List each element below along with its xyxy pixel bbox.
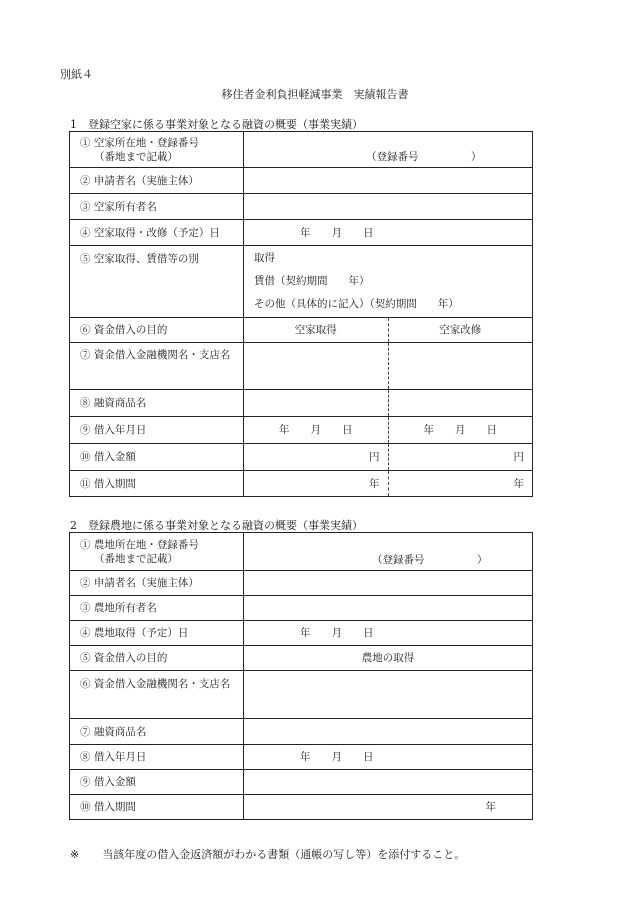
s1-purpose-acquire: 空家取得 (244, 318, 389, 342)
section1-heading: 1 登録空家に係る事業対象となる融資の概要（事業実績） (70, 118, 363, 131)
s1-amount-cell (244, 444, 533, 471)
s1-loan-date-acquire[interactable]: 年 月 日 (244, 417, 389, 443)
s1-owner-input[interactable] (244, 194, 533, 220)
s1-acquire-date-input[interactable] (244, 220, 533, 246)
s2-applicant-label: ② 申請者名（実施主体） (70, 571, 244, 596)
s1-loan-date-cell (244, 417, 533, 444)
s1-applicant-label: ② 申請者名（実施主体） (70, 168, 244, 194)
section2-table (69, 532, 533, 820)
s1-period-acquire[interactable]: 年 (244, 471, 389, 496)
s1-amount-acquire[interactable]: 円 (244, 444, 389, 470)
s1-purpose-renovate: 空家改修 (439, 324, 482, 336)
s1-type-option-acquire[interactable]: 取得 (254, 252, 275, 264)
s2-loan-date-input[interactable] (244, 745, 533, 770)
s1-type-options (244, 246, 533, 318)
s2-period-label: ⑩ 借入期間 (70, 795, 244, 820)
table-row (70, 220, 533, 246)
s1-period-cell (244, 471, 533, 497)
table-row (70, 132, 533, 168)
s2-location-label-cell (70, 533, 244, 571)
s2-amount-label: ⑨ 借入金額 (70, 770, 244, 795)
s1-product-input-renovate[interactable] (389, 390, 533, 416)
s1-amount-label: ⑩ 借入金額 (70, 444, 244, 471)
table-row (70, 671, 533, 719)
s1-period-renovate[interactable]: 年 (513, 477, 524, 490)
s1-product-label: ⑧ 融資商品名 (70, 390, 244, 417)
table-row (70, 194, 533, 220)
s2-product-input[interactable] (244, 719, 533, 745)
s1-acquire-date-value: 年 月 日 (300, 226, 374, 239)
s2-purpose-label: ⑤ 資金借入の目的 (70, 646, 244, 671)
s1-amount-renovate[interactable]: 円 (513, 451, 524, 463)
table-row (70, 417, 533, 444)
footnote (70, 846, 465, 862)
s1-period-label: ⑪ 借入期間 (70, 471, 244, 497)
table-row (70, 318, 533, 343)
s2-acquire-date-input[interactable] (244, 621, 533, 646)
table-row (70, 444, 533, 471)
s1-location-sublabel: （番地まで記載） (94, 150, 178, 163)
table-row (70, 571, 533, 596)
s1-product-input-acquire[interactable] (244, 390, 389, 416)
document-title: 移住者金利負担軽減事業 実績報告書 (221, 88, 409, 101)
table-row (70, 795, 533, 820)
s2-owner-input[interactable] (244, 596, 533, 621)
s2-location-label: ① 農地所在地・登録番号 (80, 538, 199, 551)
s1-location-label-cell (70, 132, 244, 168)
s1-location-label: ① 空家所在地・登録番号 (80, 136, 199, 149)
s1-bank-cell (244, 343, 533, 390)
s2-product-label: ⑦ 融資商品名 (70, 719, 244, 745)
table-row (70, 719, 533, 745)
s1-type-label: ⑤ 空家取得、賃借等の別 (70, 246, 244, 318)
s2-location-sublabel: （番地まで記載） (94, 552, 178, 565)
s1-loan-date-renovate[interactable]: 年 月 日 (423, 424, 497, 436)
table-row (70, 596, 533, 621)
s1-product-cell (244, 390, 533, 417)
s2-amount-input[interactable] (244, 770, 533, 795)
table-row (70, 390, 533, 417)
s1-bank-input-renovate[interactable] (389, 343, 533, 389)
s2-period-value: 年 (485, 801, 496, 813)
s1-bank-input-acquire[interactable] (244, 343, 389, 389)
s1-purpose-label: ⑥ 資金借入の目的 (70, 318, 244, 343)
s2-owner-label: ③ 農地所有者名 (70, 596, 244, 621)
table-row (70, 770, 533, 795)
attachment-label: 別紙４ (60, 68, 93, 81)
s2-acquire-date-value: 年 月 日 (300, 627, 374, 639)
s2-loan-date-value: 年 月 日 (300, 751, 374, 763)
s2-purpose-value: 農地の取得 (244, 646, 533, 671)
s1-location-input[interactable] (244, 132, 533, 168)
footnote-mark: ※ (70, 848, 80, 861)
s2-acquire-date-label: ④ 農地取得（予定）日 (70, 621, 244, 646)
s2-period-input[interactable] (244, 795, 533, 820)
section2-heading: 2 登録農地に係る事業対象となる融資の概要（事業実績） (70, 519, 363, 532)
s1-bank-label: ⑦ 資金借入金融機関名・支店名 (70, 343, 244, 390)
s1-registration-number: （登録番号 ） (366, 150, 482, 163)
s1-purpose-cell (244, 318, 533, 343)
s2-loan-date-label: ⑧ 借入年月日 (70, 745, 244, 770)
table-row (70, 745, 533, 770)
s1-type-option-other[interactable]: その他（具体的に記入）（契約期間 年） (254, 298, 459, 310)
s2-registration-number: （登録番号 ） (372, 553, 488, 566)
table-row (70, 168, 533, 194)
table-row (70, 646, 533, 671)
s2-bank-input[interactable] (244, 671, 533, 719)
s1-type-option-lease[interactable]: 賃借（契約期間 年） (254, 275, 370, 287)
s1-applicant-input[interactable] (244, 168, 533, 194)
table-row (70, 533, 533, 571)
footnote-text: 当該年度の借入金返済額がわかる書類（通帳の写し等）を添付すること。 (102, 848, 466, 861)
table-row (70, 471, 533, 497)
s2-location-input[interactable] (244, 533, 533, 571)
s1-loan-date-label: ⑨ 借入年月日 (70, 417, 244, 444)
table-row (70, 343, 533, 390)
s1-owner-label: ③ 空家所有者名 (70, 194, 244, 220)
s2-applicant-input[interactable] (244, 571, 533, 596)
table-row (70, 621, 533, 646)
s2-bank-label: ⑥ 資金借入金融機関名・支店名 (70, 671, 244, 719)
s1-acquire-date-label: ④ 空家取得・改修（予定）日 (70, 220, 244, 246)
section1-table (69, 131, 533, 497)
table-row (70, 246, 533, 318)
